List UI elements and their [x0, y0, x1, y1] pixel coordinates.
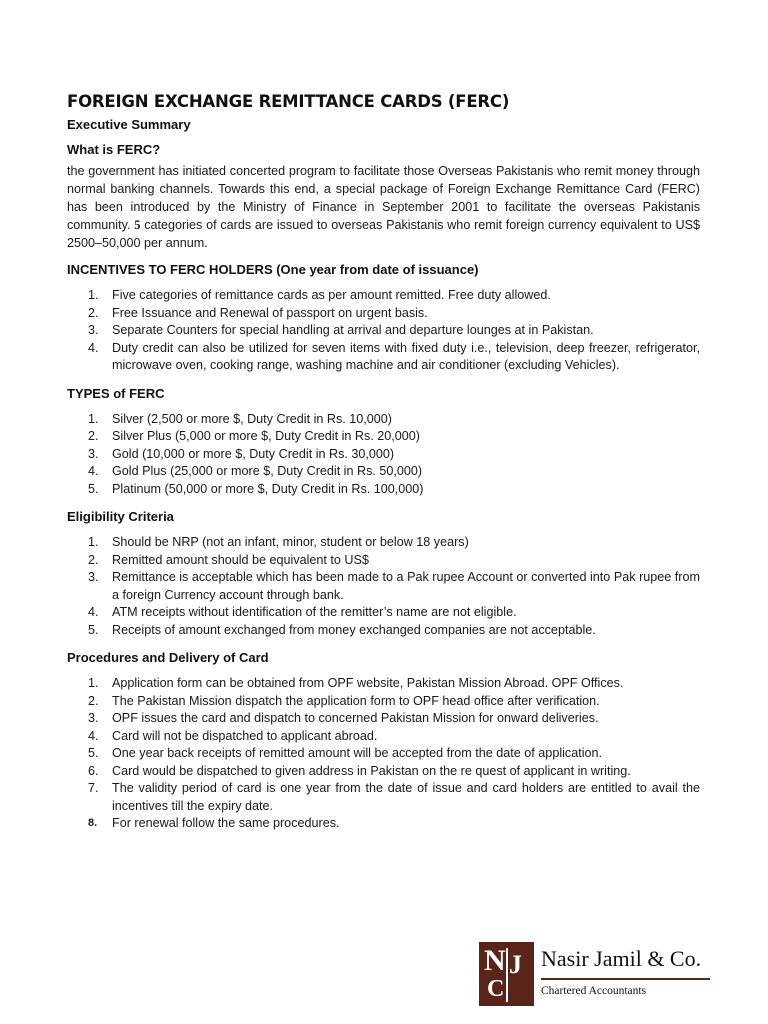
list-item [67, 622, 700, 640]
list-text: OPF issues the card and dispatch to concerned Pakistan Mission for onward deliveries. [112, 711, 599, 725]
list-item [67, 340, 700, 375]
list-text: The Pakistan Mission dispatch the application form to OPF head office after verification. [112, 693, 600, 708]
list-item [67, 710, 700, 728]
list-text: One year back receipts of remitted amount will be accepted from the date of application. [112, 746, 603, 760]
list-number: 2. [88, 305, 99, 320]
list-text: Should be NRP (not an infant, minor, student or below 18 years) [112, 535, 469, 549]
list-number: 5. [88, 622, 99, 637]
list-number: 2. [88, 552, 99, 567]
monogram-letter-n: N [484, 944, 506, 977]
what-is-ferc-heading: What is FERC? [67, 142, 161, 157]
logo-monogram [479, 942, 534, 1006]
list-text: Application form can be obtained from OPF website, Pakistan Mission Abroad. OPF Offices. [112, 676, 624, 690]
list-text: Free Issuance and Renewal of passport on urgent basis. [112, 305, 428, 320]
list-item [67, 552, 700, 570]
list-item [67, 675, 700, 693]
list-number: 3. [88, 323, 99, 337]
list-item [67, 481, 700, 499]
list-text: For renewal follow the same procedures. [112, 816, 340, 830]
list-item [67, 411, 700, 429]
incentives-list [67, 287, 700, 375]
logo-divider [541, 978, 710, 980]
list-text: Five categories of remittance cards as per amount remitted. Free duty allowed. [112, 288, 551, 302]
list-item [67, 305, 700, 323]
list-number: 3. [88, 446, 99, 461]
list-number: 1. [88, 676, 99, 690]
list-text: ATM receipts without identification of the remitter’s name are not eligible. [112, 605, 517, 619]
paragraph-text-before: the government has initiated concerted program to facilitate those Overseas Pakistanis who remit money through normal banking channels. Towards this end, a special package of Foreign Exchange Remittance Card (FERC) has been introduced by the Ministry of Finance in September 2001 to facilitate the overseas Pakistanis community. [67, 164, 700, 232]
list-number: 2. [88, 693, 99, 708]
incentives-heading: INCENTIVES TO FERC HOLDERS (One year from date of issuance) [67, 262, 479, 277]
types-heading: TYPES of FERC [67, 385, 165, 401]
list-number: 6. [88, 763, 99, 778]
list-text: Receipts of amount exchanged from money exchanged companies are not acceptable. [112, 622, 596, 637]
list-number: 1. [88, 288, 99, 302]
list-text: Silver (2,500 or more $, Duty Credit in Rs. 10,000) [112, 411, 392, 426]
list-number: 4. [88, 464, 99, 478]
list-text: Silver Plus (5,000 or more $, Duty Credit in Rs. 20,000) [112, 429, 420, 443]
list-item [67, 446, 700, 464]
list-number: 3. [88, 570, 99, 584]
procedures-heading: Procedures and Delivery of Card [67, 650, 269, 665]
list-text: Platinum (50,000 or more $, Duty Credit in Rs. 100,000) [112, 481, 424, 496]
list-item [67, 604, 700, 622]
monogram-letter-j: J [509, 950, 522, 979]
list-text: Gold Plus (25,000 or more $, Duty Credit in Rs. 50,000) [112, 464, 423, 478]
paragraph-bold-number: 5 [134, 218, 141, 232]
list-number: 3. [88, 711, 99, 725]
company-subtitle: Chartered Accountants [541, 985, 647, 997]
company-name: Nasir Jamil & Co. [541, 946, 702, 971]
procedures-list [67, 675, 700, 833]
list-text: Remittance is acceptable which has been made to a Pak rupee Account or converted into Pak rupee from a foreign Currency account through bank. [112, 570, 700, 602]
paragraph-text-after: categories of cards are issued to overseas Pakistanis who remit foreign currency equivalent to US$ 2500–50,000 per annum. [67, 218, 700, 250]
what-is-ferc-paragraph [67, 162, 700, 252]
list-number: 1. [88, 411, 99, 426]
list-text: Gold (10,000 or more $, Duty Credit in Rs. 30,000) [112, 446, 395, 461]
list-item [67, 815, 700, 833]
list-item [67, 287, 700, 305]
document-title: FOREIGN EXCHANGE REMITTANCE CARDS (FERC) [67, 92, 510, 111]
monogram-divider [506, 948, 508, 1002]
list-item [67, 693, 700, 711]
list-number: 4. [88, 340, 99, 355]
list-item [67, 428, 700, 446]
list-number: 7. [88, 781, 99, 795]
list-number: 5. [88, 481, 99, 496]
list-text: Duty credit can also be utilized for seven items with fixed duty i.e., television, deep freezer, refrigerator, microwave oven, cooking range, washing machine and air conditioner (excluding Vehicles). [112, 340, 700, 372]
list-text: The validity period of card is one year from the date of issue and card holders are entitled to avail the incentives till the expiry date. [112, 781, 700, 813]
list-text: Separate Counters for special handling at arrival and departure lounges at in Pakistan. [112, 323, 594, 337]
document-page [67, 92, 700, 844]
company-logo [479, 942, 710, 1006]
list-text: Card would be dispatched to given address in Pakistan on the re quest of applicant in writing. [112, 763, 631, 778]
eligibility-heading: Eligibility Criteria [67, 509, 174, 524]
list-item [67, 322, 700, 340]
list-item [67, 763, 700, 781]
list-text: Card will not be dispatched to applicant abroad. [112, 728, 378, 743]
list-text: Remitted amount should be equivalent to US$ [112, 552, 369, 567]
list-item [67, 728, 700, 746]
list-item [67, 569, 700, 604]
list-number: 5. [88, 746, 99, 760]
list-number: 4. [88, 728, 99, 743]
list-number: 8. [88, 817, 98, 829]
list-number: 1. [88, 535, 99, 549]
list-item [67, 463, 700, 481]
types-list [67, 411, 700, 499]
list-number: 4. [88, 605, 99, 619]
list-item [67, 745, 700, 763]
executive-summary-heading: Executive Summary [67, 117, 191, 132]
eligibility-list [67, 534, 700, 639]
monogram-letter-c: C [487, 976, 505, 1002]
list-item [67, 534, 700, 552]
list-item [67, 780, 700, 815]
list-number: 2. [88, 429, 99, 443]
